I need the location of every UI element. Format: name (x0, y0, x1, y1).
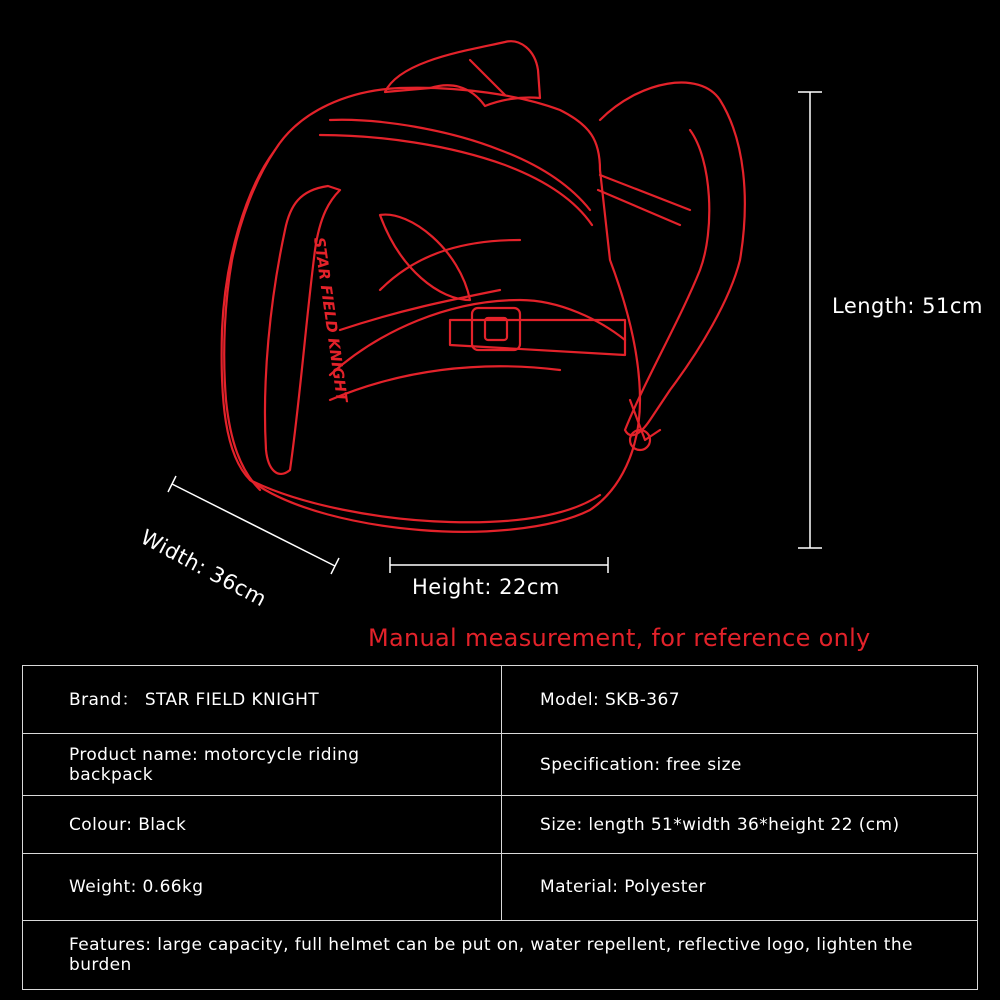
colour-text: Colour: Black (69, 814, 187, 835)
backpack-body-outline (222, 88, 640, 532)
specification-text: Specification: free size (540, 754, 742, 775)
measurement-disclaimer: Manual measurement, for reference only (368, 624, 871, 652)
spec-cell-specification (501, 733, 978, 796)
spec-cell-size (501, 795, 978, 854)
spec-cell-features (22, 920, 978, 990)
spec-table (22, 665, 978, 990)
spec-cell-weight (22, 853, 502, 921)
material-text: Material: Polyester (540, 877, 707, 897)
height-label: Height: 22cm (412, 575, 560, 599)
spec-cell-model (501, 665, 978, 734)
shoulder-strap (600, 83, 745, 436)
width-label: Width: 36cm (136, 525, 271, 612)
length-label: Length: 51cm (832, 294, 983, 318)
backpack-handle (385, 41, 540, 106)
product-name-text: Product name: motorcycle riding backpack (69, 744, 360, 785)
strap-buckle (472, 308, 520, 350)
model-text: Model: SKB-367 (540, 689, 680, 710)
brand-print: STAR FIELD KNIGHT (310, 236, 352, 404)
weight-text: Weight: 0.66kg (69, 877, 204, 897)
spec-cell-product-name (22, 733, 502, 796)
size-text: Size: length 51*width 36*height 22 (cm) (540, 814, 900, 835)
brand-text: Brand： STAR FIELD KNIGHT (69, 689, 320, 710)
spec-cell-brand (22, 665, 502, 734)
spec-cell-colour (22, 795, 502, 854)
features-text: Features: large capacity, full helmet can be put on, water repellent, reflective logo, lighten the burden (69, 935, 913, 975)
spec-cell-material (501, 853, 978, 921)
